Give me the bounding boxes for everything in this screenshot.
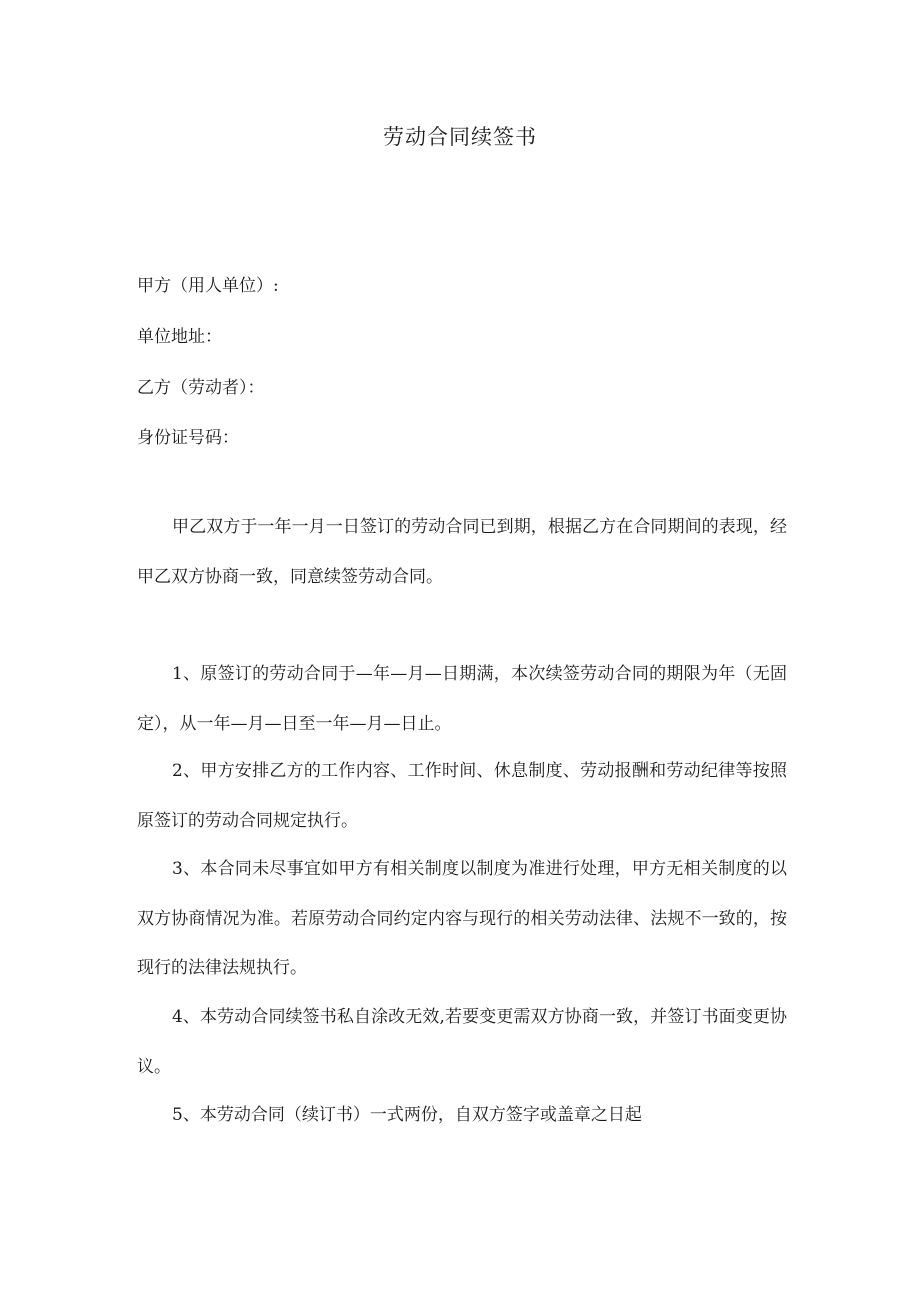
clause-3: 3、本合同未尽事宜如甲方有相关制度以制度为准进行处理，甲方无相关制度的以双方协商情况为准。若原劳动合同约定内容与现行的相关劳动法律、法规不一致的，按现行的法律法规执行。 [137,859,787,978]
clause-5: 5、本劳动合同（续订书）一式两份，自双方签字或盖章之日起 [172,1105,642,1125]
address-field: 单位地址： [137,327,222,347]
clause-1: 1、原签订的劳动合同于—年—月—日期满，本次续签劳动合同的期限为年（无固定），从一年—月—日至一年—月—日止。 [137,664,787,734]
id-number-field: 身份证号码： [137,428,239,448]
clause-4: 4、本劳动合同续签书私自涂改无效,若要变更需双方协商一致，并签订书面变更协议。 [137,1007,787,1077]
intro-paragraph: 甲乙双方于一年一月一日签订的劳动合同已到期，根据乙方在合同期间的表现，经甲乙双方协商一致，同意续签劳动合同。 [137,517,787,587]
document-title: 劳动合同续签书 [383,125,537,149]
party-b-field: 乙方（劳动者）： [137,378,265,398]
clause-2: 2、甲方安排乙方的工作内容、工作时间、休息制度、劳动报酬和劳动纪律等按照原签订的劳动合同规定执行。 [137,761,787,831]
party-a-field: 甲方（用人单位）: [137,276,279,296]
